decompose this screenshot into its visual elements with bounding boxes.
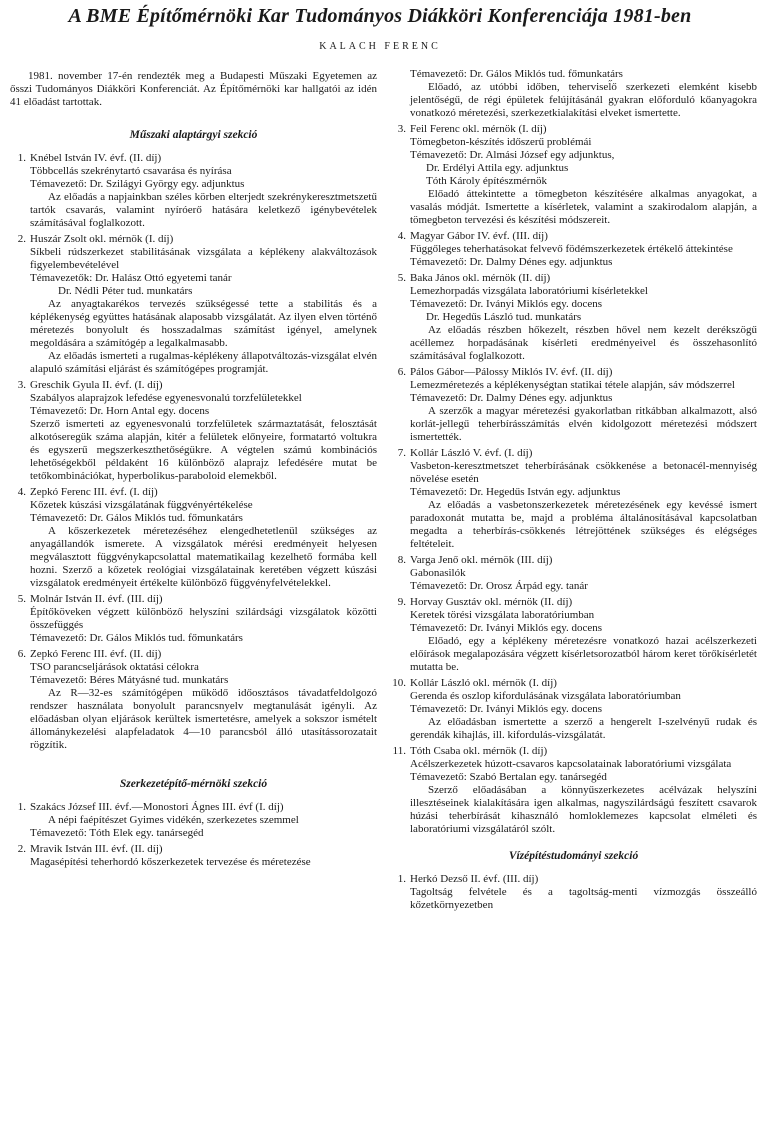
list-item	[390, 554, 757, 593]
entry-topic: Vasbeton-keresztmetszet teherbírásának csökkenése a betonacél-mennyiség növelése esetén	[410, 460, 757, 485]
entry-topic: Síkbeli rúdszerkezet stabilitásának vizsgálata a képlékeny alakváltozások figyelembevételével	[30, 246, 377, 271]
entry-text: Szerző ismerteti az egyenesvonalú torzfelületek származtatását, felosztását alkotóseregük száma alapján, kitér a felületek előnyeire, formatartó voltukra és egyszerű megszerkeszthetőségükre. A végtelen számú kombinációs lehetőségekből példaként 16 különböző alaprajz lefedésére mutat be tetőkombinációkat, hyperbolikus-paraboloid elemekből.	[30, 418, 377, 482]
entry-author: Greschik Gyula II. évf. (I. díj)	[30, 379, 163, 391]
entry-advisor: Témavezető: Dr. Gálos Miklós tud. főmunkatárs	[30, 512, 243, 524]
entry-text: Szerző előadásában a könnyűszerkezetes acélvázak helyszíni illesztéseinek kialakítására igen alkalmas, nagyszilárdságú feszített csavarok húzási teherbírását kihasználó homloklemezes kapcsolat elméleti és laboratóriumi vizsgálatáról szólt.	[410, 784, 757, 835]
entry-topic: Gabonasilók	[410, 567, 466, 579]
entry-number: 10.	[392, 677, 406, 689]
entry-topic: Acélszerkezetek húzott-csavaros kapcsolatainak laboratóriumi vizsgálata	[410, 758, 732, 770]
entry-advisor-3: Tóth Károly építészmérnök	[426, 175, 547, 187]
entry-topic: A népi faépítészet Gyimes vidékén, szerkezetes szemmel	[48, 814, 299, 826]
list-item	[390, 596, 757, 674]
list-item	[390, 123, 757, 227]
entry-text: Az anyagtakarékos tervezés szükségessé tette a stabilitás és a képlékenység együttes hatásának alaposabb vizsgálatát. Az ilyen elven történő méretezés bonyolult és hosszadalmas számítást igényel, amelynek megoldására a számítógép a legalkalmasabb.	[30, 298, 377, 349]
list-item	[390, 447, 757, 551]
list-item-continued	[390, 68, 757, 120]
entry-author: Pálos Gábor—Pálossy Miklós IV. évf. (II. díj)	[410, 366, 613, 378]
entry-advisor: Témavezető: Dr. Dalmy Dénes egy. adjunktus	[410, 256, 613, 268]
left-column	[10, 70, 377, 869]
entry-topic: Tagoltság felvétele és a tagoltság-menti vízmozgás összeálló kőzetkörnyezetben	[410, 886, 757, 911]
entry-text: Az R—32-es számítógépen működő időosztásos távadatfeldolgozó rendszer használata bonyolult parancsnyelv megtanulását igényli. Az előadásban olyan eljárások kerültek ismertetésre, amelyek a sokszor ismételt állománykezelési alapfeladatok 4—10 parancsból álló utasítássorozatait rögzítik.	[30, 687, 377, 751]
list-item	[390, 366, 757, 444]
entry-advisor: Témavezetők: Dr. Halász Ottó egyetemi tanár	[30, 272, 232, 284]
entry-number: 3.	[397, 123, 406, 135]
entry-topic: Kőzetek kúszási vizsgálatának függvényértékelése	[30, 499, 253, 511]
entry-number: 1.	[17, 801, 26, 813]
entry-text: Előadó áttekintette a tömegbeton készítésére alkalmas anyagokat, a vasalás módját. Ismertette a kísérletek, valamint a szakirodalom alapján, a tömegbeton tervezési és készítési módszereit.	[410, 188, 757, 226]
entry-advisor: Témavezető: Dr. Gálos Miklós tud. főmunkatárs	[30, 632, 243, 644]
intro-paragraph: 1981. november 17-én rendezték meg a Budapesti Műszaki Egyetemen az ősszi Tudományos Diákköri Konferenciát. Az Építőmérnöki kar hallgatói az idén 41 előadást tartottak.	[10, 70, 377, 108]
entry-text-2: Az előadás ismerteti a rugalmas-képlékeny állapotváltozás-vizsgálat elvén alapuló számítási eljárást és számítógépes programját.	[30, 350, 377, 375]
entry-advisor: Témavezető: Dr. Orosz Árpád egy. tanár	[410, 580, 588, 592]
list-item	[390, 272, 757, 363]
entry-topic: Gerenda és oszlop kifordulásának vizsgálata laboratóriumban	[410, 690, 681, 702]
entry-topic: Keretek törési vizsgálata laboratóriumban	[410, 609, 595, 621]
entry-author: Tóth Csaba okl. mérnök (I. díj)	[410, 745, 548, 757]
list-item	[10, 648, 377, 752]
right-column	[390, 68, 757, 912]
entry-advisor: Témavezető: Béres Mátyásné tud. munkatárs	[30, 674, 229, 686]
section-heading-muszaki: Műszaki alaptárgyi szekció	[129, 129, 258, 141]
entry-topic: Lemezhorpadás vizsgálata laboratóriumi kísérletekkel	[410, 285, 648, 297]
entry-author: Knébel István IV. évf. (II. díj)	[30, 152, 162, 164]
entry-author: Huszár Zsolt okl. mérnök (I. díj)	[30, 233, 174, 245]
entry-number: 4.	[17, 486, 26, 498]
list-item	[10, 152, 377, 230]
entry-advisor: Témavezető: Dr. Iványi Miklós egy. docens	[410, 298, 603, 310]
entry-text: A kőszerkezetek méretezéséhez elengedhetetlenül szükséges az anyagállandók ismerete. A vizsgálatok mérési eredményeit helyesen megválasztott függvénykapcsolattal matematikailag kezelhető formába kell hozni. Szerző a kőzetek reológiai vizsgálatainak keretében végzett kúszási vizsgálatok eredményeit értékelte különböző függvényfelvételekkel.	[30, 525, 377, 589]
list-item	[390, 230, 757, 269]
entry-number: 6.	[17, 648, 26, 660]
entry-number: 5.	[17, 593, 26, 605]
list-item	[390, 873, 757, 912]
entry-author: Molnár István II. évf. (III. díj)	[30, 593, 163, 605]
entry-author: Magyar Gábor IV. évf. (III. díj)	[410, 230, 548, 242]
entry-advisor: Témavezető: Dr. Hegedűs István egy. adjunktus	[410, 486, 621, 498]
entry-number: 2.	[17, 843, 26, 855]
section-heading-vizepites: Vízépítéstudományi szekció	[508, 850, 639, 862]
entry-number: 1.	[17, 152, 26, 164]
entry-advisor-2: Dr. Nédli Péter tud. munkatárs	[58, 285, 193, 297]
entry-topic: Többcellás szekrénytartó csavarása és nyírása	[30, 165, 232, 177]
article-title: A BME Építőmérnöki Kar Tudományos Diákköri Konferenciája 1981-ben	[68, 5, 692, 27]
entry-topic: Szabályos alaprajzok lefedése egyenesvonalú torzfelületekkel	[30, 392, 302, 404]
entry-author: Szakács József III. évf.—Monostori Ágnes III. évf (I. díj)	[30, 801, 284, 813]
entry-advisor-2: Dr. Erdélyi Attila egy. adjunktus	[426, 162, 569, 174]
entry-author: Mravik István III. évf. (II. díj)	[30, 843, 163, 855]
entry-text: Az előadás a vasbetonszerkezetek méretezésének egy kevéssé ismert paradoxonát mutatta be, majd a probléma általánosításával kapcsolatban megadta a teherbírás-csökkenés létrejöttének szükséges és elégséges feltételeit.	[410, 499, 757, 550]
entry-author: Kollár László V. évf. (I. díj)	[410, 447, 533, 459]
entry-advisor: Témavezető: Dr. Almási József egy adjunktus,	[410, 149, 615, 161]
entry-topic: Építőköveken végzett különböző helyszíni szilárdsági vizsgálatok közötti összefüggés	[30, 606, 377, 631]
list-item	[10, 379, 377, 483]
entry-author: Herkó Dezső II. évf. (III. díj)	[410, 873, 539, 885]
entry-author: Baka János okl. mérnök (II. díj)	[410, 272, 551, 284]
entry-advisor-2: Dr. Hegedűs László tud. munkatárs	[426, 311, 582, 323]
entry-number: 6.	[397, 366, 406, 378]
entry-text: Az előadás a napjainkban széles körben elterjedt szekrénykeresztmetszetű tartók csavarás, valamint nyíróerő hatására keletkező igénybevételek számításával foglalkozott.	[30, 191, 377, 229]
entry-author: Kollár László okl. mérnök (I. díj)	[410, 677, 557, 689]
list-item	[10, 801, 377, 840]
entry-advisor: Témavezető: Dr. Iványi Miklós egy. docens	[410, 703, 603, 715]
entry-advisor: Témavezető: Dr. Dalmy Dénes egy. adjunktus	[410, 392, 613, 404]
list-item	[390, 677, 757, 742]
entry-number: 2.	[17, 233, 26, 245]
entry-topic: Magasépítési teherhordó kőszerkezetek tervezése és méretezése	[30, 856, 311, 868]
entry-text: Előadó, az utóbbi időben, tehervisel̋ő szerkezeti elemként kisebb jelentőségű, de régi épületek felújításánál gyakran előforduló kőanyagokra vonatkozó méretezési, szerkezetkialakítási elveket ismertette.	[410, 81, 757, 119]
entry-advisor: Témavezető: Tóth Elek egy. tanársegéd	[30, 827, 204, 839]
entry-topic: Függőleges teherhatásokat felvevő födémszerkezetek értékelő áttekintése	[410, 243, 733, 255]
list-item	[390, 745, 757, 836]
entry-text: Az előadás részben hőkezelt, részben hővel nem kezelt derékszögű acéllemez horpadásának kísérleti eredményeivel és összehasonlító számításával foglalkozott.	[410, 324, 757, 362]
entry-author: Varga Jenő okl. mérnök (III. díj)	[410, 554, 553, 566]
entry-number: 8.	[397, 554, 406, 566]
entry-advisor: Témavezető: Szabó Bertalan egy. tanársegéd	[410, 771, 607, 783]
entry-author: Zepkó Ferenc III. évf. (I. díj)	[30, 486, 158, 498]
section-heading-szerkezet: Szerkezetépítő-mérnöki szekció	[119, 778, 268, 790]
list-item	[10, 233, 377, 376]
entry-text: A szerzők a magyar méretezési gyakorlatban ritkábban alkalmazott, alsó korlát-jellegű teherbírásszámítás elvén kidolgozott méretezési módszert ismertették.	[410, 405, 757, 443]
entry-text: Előadó, egy a képlékeny méretezésre vonatkozó hazai acélszerkezeti előírások megalapozására végzett kísérletsorozatból három keret törőkísérletét mutatta be.	[410, 635, 757, 673]
entry-topic: Tömegbeton-készítés időszerű problémái	[410, 136, 592, 148]
entry-number: 4.	[397, 230, 406, 242]
entry-number: 11.	[392, 745, 406, 757]
entry-text: Az előadásban ismertette a szerző a hengerelt I-szelvényű rudak és gerendák kihajlás, ill. kifordulás-vizsgálatát.	[410, 716, 757, 741]
entry-author: Feil Ferenc okl. mérnök (I. díj)	[410, 123, 547, 135]
entry-topic: TSO parancseljárások oktatási célokra	[30, 661, 199, 673]
entry-advisor: Témavezető: Dr. Horn Antal egy. docens	[30, 405, 210, 417]
entry-number: 9.	[397, 596, 406, 608]
entry-number: 5.	[397, 272, 406, 284]
entry-number: 3.	[17, 379, 26, 391]
entry-number: 7.	[397, 447, 406, 459]
list-item	[10, 486, 377, 590]
entry-advisor: Témavezető: Dr. Iványi Miklós egy. docens	[410, 622, 603, 634]
list-item	[10, 843, 377, 869]
entry-number-spacer	[390, 68, 410, 120]
entry-number: 1.	[397, 873, 406, 885]
article-author: KALACH FERENC	[319, 41, 441, 52]
entry-advisor: Témavezető: Dr. Gálos Miklós tud. főmunkatárs	[410, 68, 623, 80]
entry-topic: Lemezméretezés a képlékenységtan statikai tétele alapján, sáv módszerrel	[410, 379, 735, 391]
entry-advisor: Témavezető: Dr. Szilágyi György egy. adjunktus	[30, 178, 245, 190]
entry-author: Zepkó Ferenc III. évf. (II. díj)	[30, 648, 162, 660]
entry-author: Horvay Gusztáv okl. mérnök (II. díj)	[410, 596, 573, 608]
list-item	[10, 593, 377, 645]
